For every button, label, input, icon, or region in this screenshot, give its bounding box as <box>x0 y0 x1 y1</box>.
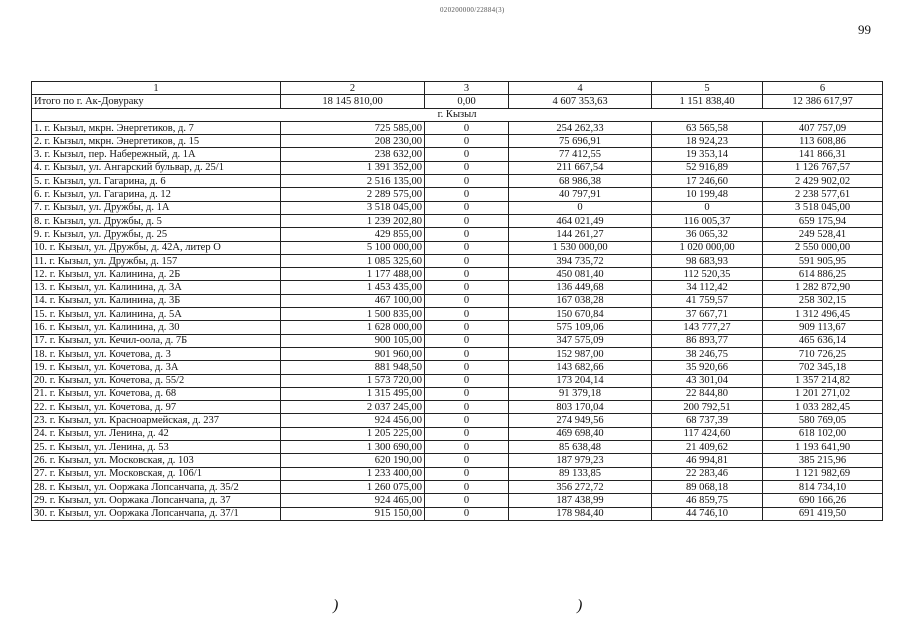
value-cell: 5 100 000,00 <box>281 241 425 254</box>
value-cell: 1 312 496,45 <box>763 308 883 321</box>
table-row <box>32 148 883 161</box>
value-cell: 924 465,00 <box>281 494 425 507</box>
address-cell: 28. г. Кызыл, ул. Ооржака Лопсанчапа, д. 35/2 <box>32 480 281 493</box>
value-cell: 0 <box>425 188 509 201</box>
value-cell: 75 696,91 <box>509 135 652 148</box>
value-cell: 803 170,04 <box>509 401 652 414</box>
value-cell: 3 518 045,00 <box>763 201 883 214</box>
value-cell: 167 038,28 <box>509 294 652 307</box>
table-row <box>32 374 883 387</box>
value-cell: 258 302,15 <box>763 294 883 307</box>
address-cell: 19. г. Кызыл, ул. Кочетова, д. 3А <box>32 361 281 374</box>
city-heading: г. Кызыл <box>32 108 883 121</box>
bottom-mark: ) <box>577 597 583 614</box>
value-cell: 0 <box>425 294 509 307</box>
value-cell: 43 301,04 <box>652 374 763 387</box>
value-cell: 22 283,46 <box>652 467 763 480</box>
header-cell: 5 <box>652 82 763 95</box>
value-cell: 0 <box>425 347 509 360</box>
address-cell: 11. г. Кызыл, ул. Дружбы, д. 157 <box>32 254 281 267</box>
column-number-row <box>32 82 883 95</box>
value-cell: 0 <box>425 480 509 493</box>
value-cell: 1 530 000,00 <box>509 241 652 254</box>
value-cell: 36 065,32 <box>652 228 763 241</box>
city-heading-row <box>32 108 883 121</box>
value-cell: 187 979,23 <box>509 454 652 467</box>
table-row <box>32 241 883 254</box>
table-row <box>32 387 883 400</box>
value-cell: 1 020 000,00 <box>652 241 763 254</box>
value-cell: 68 986,38 <box>509 175 652 188</box>
header-cell: 2 <box>281 82 425 95</box>
table-row <box>32 441 883 454</box>
value-cell: 44 746,10 <box>652 507 763 520</box>
value-cell: 0 <box>425 241 509 254</box>
value-cell: 1 300 690,00 <box>281 441 425 454</box>
value-cell: 1 239 202,80 <box>281 214 425 227</box>
value-cell: 0 <box>425 161 509 174</box>
address-cell: 10. г. Кызыл, ул. Дружбы, д. 42А, литер О <box>32 241 281 254</box>
document-stamp: 020200000/22884(3) <box>440 6 505 14</box>
header-cell: 6 <box>763 82 883 95</box>
table-row <box>32 214 883 227</box>
value-cell: 469 698,40 <box>509 427 652 440</box>
address-cell: 6. г. Кызыл, ул. Гагарина, д. 12 <box>32 188 281 201</box>
table-row <box>32 347 883 360</box>
value-cell: 710 726,25 <box>763 347 883 360</box>
table-row <box>32 268 883 281</box>
page-number: 99 <box>858 22 871 37</box>
total-row <box>32 95 883 108</box>
value-cell: 0 <box>425 254 509 267</box>
value-cell: 117 424,60 <box>652 427 763 440</box>
value-cell: 450 081,40 <box>509 268 652 281</box>
data-table <box>31 81 883 521</box>
value-cell: 0 <box>425 308 509 321</box>
value-cell: 41 759,57 <box>652 294 763 307</box>
value-cell: 1 033 282,45 <box>763 401 883 414</box>
value-cell: 200 792,51 <box>652 401 763 414</box>
value-cell: 0 <box>425 467 509 480</box>
value-cell: 0 <box>425 268 509 281</box>
value-cell: 91 379,18 <box>509 387 652 400</box>
value-cell: 1 357 214,82 <box>763 374 883 387</box>
value-cell: 1 201 271,02 <box>763 387 883 400</box>
address-cell: 4. г. Кызыл, ул. Ангарский бульвар, д. 25/1 <box>32 161 281 174</box>
value-cell: 89 133,85 <box>509 467 652 480</box>
value-cell: 37 667,71 <box>652 308 763 321</box>
header-cell: 3 <box>425 82 509 95</box>
value-cell: 0 <box>425 507 509 520</box>
value-cell: 116 005,37 <box>652 214 763 227</box>
address-cell: 17. г. Кызыл, ул. Кечил-оола, д. 7Б <box>32 334 281 347</box>
value-cell: 35 920,66 <box>652 361 763 374</box>
value-cell: 208 230,00 <box>281 135 425 148</box>
value-cell: 909 113,67 <box>763 321 883 334</box>
address-cell: 20. г. Кызыл, ул. Кочетова, д. 55/2 <box>32 374 281 387</box>
address-cell: 15. г. Кызыл, ул. Калинина, д. 5А <box>32 308 281 321</box>
table-row <box>32 201 883 214</box>
value-cell: 0 <box>425 148 509 161</box>
value-cell: 2 516 135,00 <box>281 175 425 188</box>
value-cell: 356 272,72 <box>509 480 652 493</box>
value-cell: 10 199,48 <box>652 188 763 201</box>
value-cell: 900 105,00 <box>281 334 425 347</box>
value-cell: 249 528,41 <box>763 228 883 241</box>
value-cell: 2 037 245,00 <box>281 401 425 414</box>
value-cell: 591 905,95 <box>763 254 883 267</box>
value-cell: 1 315 495,00 <box>281 387 425 400</box>
table-row <box>32 361 883 374</box>
value-cell: 407 757,09 <box>763 121 883 134</box>
value-cell: 18 924,23 <box>652 135 763 148</box>
total-cell: 0,00 <box>425 95 509 108</box>
value-cell: 0 <box>425 334 509 347</box>
value-cell: 620 190,00 <box>281 454 425 467</box>
value-cell: 0 <box>652 201 763 214</box>
table-row <box>32 494 883 507</box>
value-cell: 385 215,96 <box>763 454 883 467</box>
value-cell: 429 855,00 <box>281 228 425 241</box>
value-cell: 19 353,14 <box>652 148 763 161</box>
value-cell: 141 866,31 <box>763 148 883 161</box>
table-row <box>32 507 883 520</box>
value-cell: 77 412,55 <box>509 148 652 161</box>
value-cell: 1 391 352,00 <box>281 161 425 174</box>
value-cell: 0 <box>425 201 509 214</box>
address-cell: 27. г. Кызыл, ул. Московская, д. 106/1 <box>32 467 281 480</box>
header-cell: 1 <box>32 82 281 95</box>
table-row <box>32 135 883 148</box>
value-cell: 1 126 767,57 <box>763 161 883 174</box>
header-cell: 4 <box>509 82 652 95</box>
value-cell: 394 735,72 <box>509 254 652 267</box>
address-cell: 26. г. Кызыл, ул. Московская, д. 103 <box>32 454 281 467</box>
table-row <box>32 480 883 493</box>
value-cell: 575 109,06 <box>509 321 652 334</box>
value-cell: 467 100,00 <box>281 294 425 307</box>
value-cell: 618 102,00 <box>763 427 883 440</box>
address-cell: 7. г. Кызыл, ул. Дружбы, д. 1А <box>32 201 281 214</box>
value-cell: 1 260 075,00 <box>281 480 425 493</box>
value-cell: 1 177 488,00 <box>281 268 425 281</box>
address-cell: 24. г. Кызыл, ул. Ленина, д. 42 <box>32 427 281 440</box>
address-cell: 9. г. Кызыл, ул. Дружбы, д. 25 <box>32 228 281 241</box>
table-row <box>32 281 883 294</box>
table-row <box>32 334 883 347</box>
value-cell: 0 <box>425 441 509 454</box>
value-cell: 22 844,80 <box>652 387 763 400</box>
value-cell: 34 112,42 <box>652 281 763 294</box>
value-cell: 1 500 835,00 <box>281 308 425 321</box>
value-cell: 143 682,66 <box>509 361 652 374</box>
value-cell: 0 <box>509 201 652 214</box>
value-cell: 38 246,75 <box>652 347 763 360</box>
value-cell: 347 575,09 <box>509 334 652 347</box>
value-cell: 98 683,93 <box>652 254 763 267</box>
value-cell: 52 916,89 <box>652 161 763 174</box>
value-cell: 3 518 045,00 <box>281 201 425 214</box>
value-cell: 1 233 400,00 <box>281 467 425 480</box>
value-cell: 0 <box>425 228 509 241</box>
value-cell: 691 419,50 <box>763 507 883 520</box>
value-cell: 0 <box>425 427 509 440</box>
value-cell: 0 <box>425 361 509 374</box>
value-cell: 0 <box>425 494 509 507</box>
total-cell: 18 145 810,00 <box>281 95 425 108</box>
value-cell: 0 <box>425 401 509 414</box>
value-cell: 580 769,05 <box>763 414 883 427</box>
table-row <box>32 321 883 334</box>
address-cell: 3. г. Кызыл, пер. Набережный, д. 1А <box>32 148 281 161</box>
address-cell: 30. г. Кызыл, ул. Ооржака Лопсанчапа, д. 37/1 <box>32 507 281 520</box>
value-cell: 178 984,40 <box>509 507 652 520</box>
value-cell: 152 987,00 <box>509 347 652 360</box>
value-cell: 659 175,94 <box>763 214 883 227</box>
value-cell: 814 734,10 <box>763 480 883 493</box>
table-row <box>32 454 883 467</box>
table-row <box>32 427 883 440</box>
value-cell: 0 <box>425 414 509 427</box>
value-cell: 89 068,18 <box>652 480 763 493</box>
address-cell: 21. г. Кызыл, ул. Кочетова, д. 68 <box>32 387 281 400</box>
table-row <box>32 401 883 414</box>
value-cell: 0 <box>425 374 509 387</box>
value-cell: 63 565,58 <box>652 121 763 134</box>
bottom-mark: ) <box>333 597 339 614</box>
value-cell: 1 282 872,90 <box>763 281 883 294</box>
address-cell: 13. г. Кызыл, ул. Калинина, д. 3А <box>32 281 281 294</box>
address-cell: 2. г. Кызыл, мкрн. Энергетиков, д. 15 <box>32 135 281 148</box>
address-cell: 5. г. Кызыл, ул. Гагарина, д. 6 <box>32 175 281 188</box>
value-cell: 881 948,50 <box>281 361 425 374</box>
value-cell: 0 <box>425 387 509 400</box>
value-cell: 46 994,81 <box>652 454 763 467</box>
value-cell: 21 409,62 <box>652 441 763 454</box>
table-row <box>32 308 883 321</box>
value-cell: 2 238 577,61 <box>763 188 883 201</box>
value-cell: 0 <box>425 454 509 467</box>
value-cell: 144 261,27 <box>509 228 652 241</box>
address-cell: 23. г. Кызыл, ул. Красноармейская, д. 237 <box>32 414 281 427</box>
value-cell: 46 859,75 <box>652 494 763 507</box>
table-row <box>32 467 883 480</box>
value-cell: 924 456,00 <box>281 414 425 427</box>
total-cell: 1 151 838,40 <box>652 95 763 108</box>
value-cell: 0 <box>425 214 509 227</box>
table-row <box>32 254 883 267</box>
value-cell: 85 638,48 <box>509 441 652 454</box>
value-cell: 112 520,35 <box>652 268 763 281</box>
address-cell: 25. г. Кызыл, ул. Ленина, д. 53 <box>32 441 281 454</box>
value-cell: 1 573 720,00 <box>281 374 425 387</box>
address-cell: 12. г. Кызыл, ул. Калинина, д. 2Б <box>32 268 281 281</box>
address-cell: 22. г. Кызыл, ул. Кочетова, д. 97 <box>32 401 281 414</box>
value-cell: 238 632,00 <box>281 148 425 161</box>
value-cell: 1 453 435,00 <box>281 281 425 294</box>
value-cell: 464 021,49 <box>509 214 652 227</box>
table-row <box>32 228 883 241</box>
value-cell: 0 <box>425 321 509 334</box>
total-cell: 12 386 617,97 <box>763 95 883 108</box>
value-cell: 1 193 641,90 <box>763 441 883 454</box>
table-row <box>32 414 883 427</box>
address-cell: 29. г. Кызыл, ул. Ооржака Лопсанчапа, д. 37 <box>32 494 281 507</box>
address-cell: 1. г. Кызыл, мкрн. Энергетиков, д. 7 <box>32 121 281 134</box>
table-row <box>32 161 883 174</box>
table-row <box>32 188 883 201</box>
table-row <box>32 175 883 188</box>
value-cell: 0 <box>425 175 509 188</box>
value-cell: 86 893,77 <box>652 334 763 347</box>
value-cell: 17 246,60 <box>652 175 763 188</box>
value-cell: 690 166,26 <box>763 494 883 507</box>
value-cell: 274 949,56 <box>509 414 652 427</box>
value-cell: 465 636,14 <box>763 334 883 347</box>
value-cell: 915 150,00 <box>281 507 425 520</box>
table-row <box>32 121 883 134</box>
value-cell: 40 797,91 <box>509 188 652 201</box>
value-cell: 254 262,33 <box>509 121 652 134</box>
address-cell: 16. г. Кызыл, ул. Калинина, д. 30 <box>32 321 281 334</box>
value-cell: 187 438,99 <box>509 494 652 507</box>
value-cell: 0 <box>425 121 509 134</box>
address-cell: 14. г. Кызыл, ул. Калинина, д. 3Б <box>32 294 281 307</box>
value-cell: 2 550 000,00 <box>763 241 883 254</box>
total-cell: 4 607 353,63 <box>509 95 652 108</box>
value-cell: 113 608,86 <box>763 135 883 148</box>
value-cell: 0 <box>425 135 509 148</box>
value-cell: 143 777,27 <box>652 321 763 334</box>
value-cell: 1 121 982,69 <box>763 467 883 480</box>
value-cell: 150 670,84 <box>509 308 652 321</box>
value-cell: 702 345,18 <box>763 361 883 374</box>
value-cell: 173 204,14 <box>509 374 652 387</box>
table-row <box>32 294 883 307</box>
address-cell: 8. г. Кызыл, ул. Дружбы, д. 5 <box>32 214 281 227</box>
value-cell: 2 429 902,02 <box>763 175 883 188</box>
value-cell: 1 628 000,00 <box>281 321 425 334</box>
address-cell: 18. г. Кызыл, ул. Кочетова, д. 3 <box>32 347 281 360</box>
value-cell: 211 667,54 <box>509 161 652 174</box>
value-cell: 68 737,39 <box>652 414 763 427</box>
value-cell: 136 449,68 <box>509 281 652 294</box>
value-cell: 2 289 575,00 <box>281 188 425 201</box>
value-cell: 1 085 325,60 <box>281 254 425 267</box>
value-cell: 725 585,00 <box>281 121 425 134</box>
value-cell: 901 960,00 <box>281 347 425 360</box>
total-label: Итого по г. Ак-Довураку <box>32 95 281 108</box>
value-cell: 1 205 225,00 <box>281 427 425 440</box>
value-cell: 0 <box>425 281 509 294</box>
value-cell: 614 886,25 <box>763 268 883 281</box>
